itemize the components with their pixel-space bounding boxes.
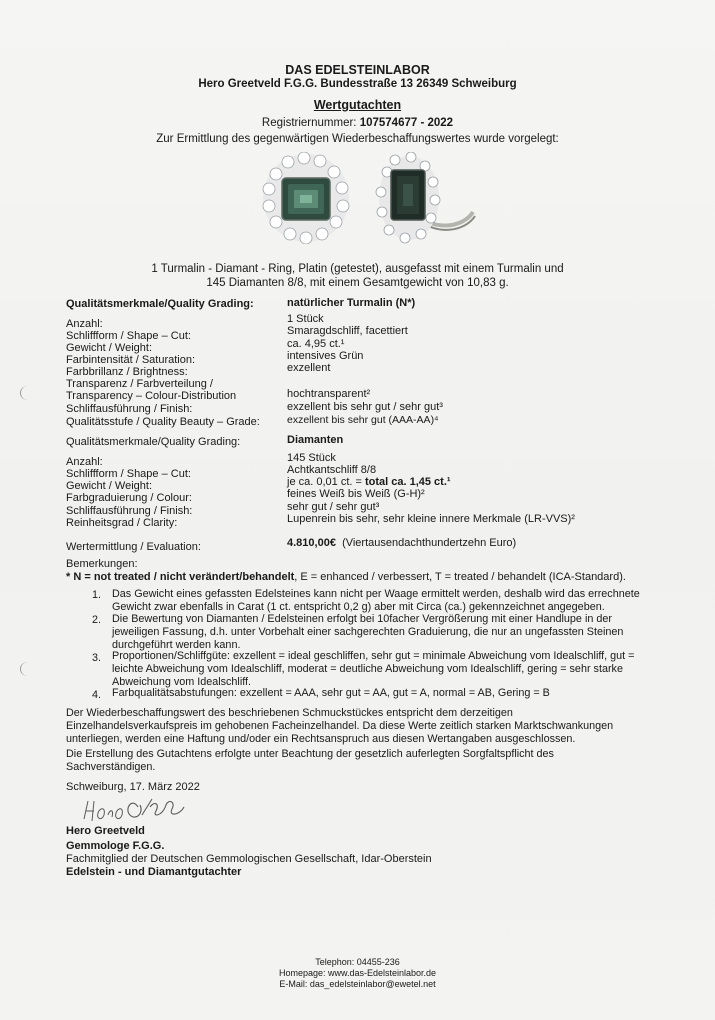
paragraph-line: Einzelhandelsverkaufspreis im gehobenen Facheinzelhandel. Da diese Werte zeitlich starken Marktschwankungen: [66, 719, 614, 732]
note-number: 1.: [92, 589, 102, 601]
note-text: [112, 687, 672, 700]
diamond-weight-total: total ca. 1,45 ct.¹: [364, 476, 451, 488]
note-line: leichte Abweichung vom Idealschliff, moderat = deutliche Abweichung vom Idealschliff, gering = sehr starke: [112, 662, 623, 675]
ring-top-view-image: [262, 152, 350, 244]
diamond-label: Farbgraduierung / Colour:: [66, 492, 192, 504]
tourmaline-label: Transparenz / Farbverteilung /: [66, 378, 213, 390]
lab-name: DAS EDELSTEINLABOR: [285, 63, 430, 77]
remarks-legend: [66, 571, 626, 583]
note-line: Die Bewertung von Diamanten / Edelsteinen erfolgt bei 10facher Vergrößerung mit einer Handlupe in der: [112, 613, 612, 625]
note-number: 4.: [92, 689, 102, 701]
tourmaline-label: Farbbrillanz / Brightness:: [66, 366, 188, 378]
note-line: Farbqualitätsabstufungen: exzellent = AAA, sehr gut = AA, gut = A, normal = AB, Gering = B: [112, 687, 550, 699]
ring-side-view-image: [373, 152, 478, 244]
diamond-value: Lupenrein bis sehr, sehr kleine innere Merkmale (LR-VVS)²: [287, 513, 575, 525]
note-text: [112, 613, 672, 651]
tourmaline-value: hochtransparent²: [287, 388, 371, 400]
tourmaline-label: Anzahl:: [66, 318, 103, 330]
footer-email: [0, 979, 715, 989]
note-line: Proportionen/Schliffgüte: exzellent = ideal geschliffen, sehr gut = minimale Abweichung vom Idealschliff, gut =: [112, 650, 635, 662]
paragraph-line: Die Erstellung des Gutachtens erfolgte unter Beachtung der gesetzlich auferlegten Sorgfaltspflicht des: [66, 748, 554, 760]
document-title: Wertgutachten: [313, 98, 402, 112]
place-date: Schweiburg, 17. März 2022: [66, 781, 200, 793]
footer-homepage: [0, 968, 715, 978]
homepage-label: Homepage:: [278, 968, 328, 978]
note-line: Abweichung vom Idealschliff.: [112, 675, 252, 688]
tourmaline-value: exzellent bis sehr gut (AAA-AA)⁴: [287, 414, 439, 426]
tourmaline-value: exzellent: [287, 362, 331, 374]
diamonds-heading-value: Diamanten: [287, 434, 344, 446]
handwritten-signature: [80, 793, 190, 827]
tourmaline-label: Transparency – Colour-Distribution: [66, 390, 237, 402]
diamond-label: Reinheitsgrad / Clarity:: [66, 517, 178, 529]
diamond-value: Achtkantschliff 8/8: [287, 464, 377, 476]
punch-hole-top: [20, 386, 35, 400]
note-line: durchgeführt werden kann.: [112, 638, 241, 651]
diamond-label: Gewicht / Weight:: [66, 480, 152, 492]
diamonds-heading-label: Qualitätsmerkmale/Quality Grading:: [66, 436, 241, 448]
closing-paragraph-1: [66, 707, 666, 745]
registration-line: [0, 117, 715, 129]
tourmaline-heading-label: Qualitätsmerkmale/Quality Grading:: [66, 298, 254, 310]
tourmaline-value: Smaragdschliff, facettiert: [287, 325, 408, 337]
email-label: E-Mail:: [279, 979, 310, 989]
note-number: 3.: [92, 652, 102, 664]
diamond-value: sehr gut / sehr gut³: [287, 501, 380, 513]
tourmaline-label: Farbintensität / Saturation:: [66, 354, 196, 366]
registration-number: 107574677 - 2022: [359, 117, 454, 129]
evaluation-amount: 4.810,00€: [287, 537, 336, 549]
signatory-name: Hero Greetveld: [66, 825, 145, 837]
signatory-role: Edelstein - und Diamantgutachter: [66, 866, 242, 878]
tourmaline-heading-value: natürlicher Turmalin (N*): [287, 297, 416, 309]
homepage-link[interactable]: www.das-Edelsteinlabor.de: [327, 968, 437, 978]
diamond-label: Schliffform / Shape – Cut:: [66, 468, 191, 480]
tourmaline-label: Schliffform / Shape – Cut:: [66, 330, 191, 342]
description-line-1: 1 Turmalin - Diamant - Ring, Platin (getestet), ausgefasst mit einem Turmalin und: [151, 263, 564, 275]
remarks-legend-bold: * N = not treated / nicht verändert/behandelt: [66, 571, 295, 583]
diamond-label: Anzahl:: [66, 456, 103, 468]
description-line-2: 145 Diamanten 8/8, mit einem Gesamtgewicht von 10,83 g.: [206, 277, 509, 289]
tourmaline-label: Schliffausführung / Finish:: [66, 403, 193, 415]
registration-label: Registriernummer:: [261, 117, 360, 129]
note-text: [112, 588, 672, 614]
diamond-weight-each: je ca. 0,01 ct. =: [287, 476, 365, 488]
evaluation-words: (Viertausendachthundertzehn Euro): [342, 537, 517, 549]
footer-phone: Telephon: 04455-236: [315, 957, 400, 967]
diamond-value: feines Weiß bis Weiß (G-H)²: [287, 488, 425, 500]
tourmaline-value: 1 Stück: [287, 313, 324, 325]
diamond-label: Schliffausführung / Finish:: [66, 505, 193, 517]
diamond-value: [287, 476, 451, 488]
evaluation-value-line: [287, 537, 516, 549]
signatory-membership: Fachmitglied der Deutschen Gemmologischen Gesellschaft, Idar-Oberstein: [66, 853, 432, 865]
remarks-legend-rest: , E = enhanced / verbessert, T = treated / behandelt (ICA-Standard).: [294, 571, 626, 583]
lab-address: Hero Greetveld F.G.G. Bundesstraße 13 26349 Schweiburg: [198, 78, 517, 90]
tourmaline-label: Gewicht / Weight:: [66, 342, 152, 354]
diamond-value: 145 Stück: [287, 452, 336, 464]
remarks-title: Bemerkungen:: [66, 558, 138, 570]
tourmaline-value: intensives Grün: [287, 350, 364, 362]
paragraph-line: Sachverständigen.: [66, 760, 156, 773]
paragraph-line: Der Wiederbeschaffungswert des beschriebenen Schmuckstückes entspricht dem derzeitigen: [66, 707, 513, 719]
note-text: [112, 650, 672, 688]
intro-text: Zur Ermittlung des gegenwärtigen Wiederbeschaffungswertes wurde vorgelegt:: [156, 133, 559, 145]
evaluation-label: Wertermittlung / Evaluation:: [66, 541, 201, 553]
note-line: Gewicht zwar ebenfalls in Carat (1 ct. entspricht 0,2 g) aber mit Circa (ca.) gekennzeichnet angegeben.: [112, 600, 605, 613]
paragraph-line: unterliegen, werden eine Haftung und/oder ein Rechtsanspruch aus diesen Wertangaben ausgeschlossen.: [66, 732, 576, 745]
punch-hole-bottom: [20, 662, 35, 676]
note-line: Das Gewicht eines gefassten Edelsteines kann nicht per Waage ermittelt werden, deshalb wird das errechnete: [112, 588, 640, 600]
tourmaline-label: Qualitätsstufe / Quality Beauty – Grade:: [66, 416, 260, 428]
email-link[interactable]: das_edelsteinlabor@ewetel.net: [309, 979, 436, 989]
tourmaline-value: ca. 4,95 ct.¹: [287, 338, 345, 350]
signatory-title: Gemmologe F.G.G.: [66, 840, 165, 852]
note-line: jeweiligen Fassung, d.h. unter Vorbehalt einer sachgerechten Graduierung, die nur an ungefassten Steinen: [112, 625, 624, 638]
closing-paragraph-2: [66, 748, 666, 774]
note-number: 2.: [92, 614, 102, 626]
tourmaline-value: exzellent bis sehr gut / sehr gut³: [287, 401, 443, 413]
